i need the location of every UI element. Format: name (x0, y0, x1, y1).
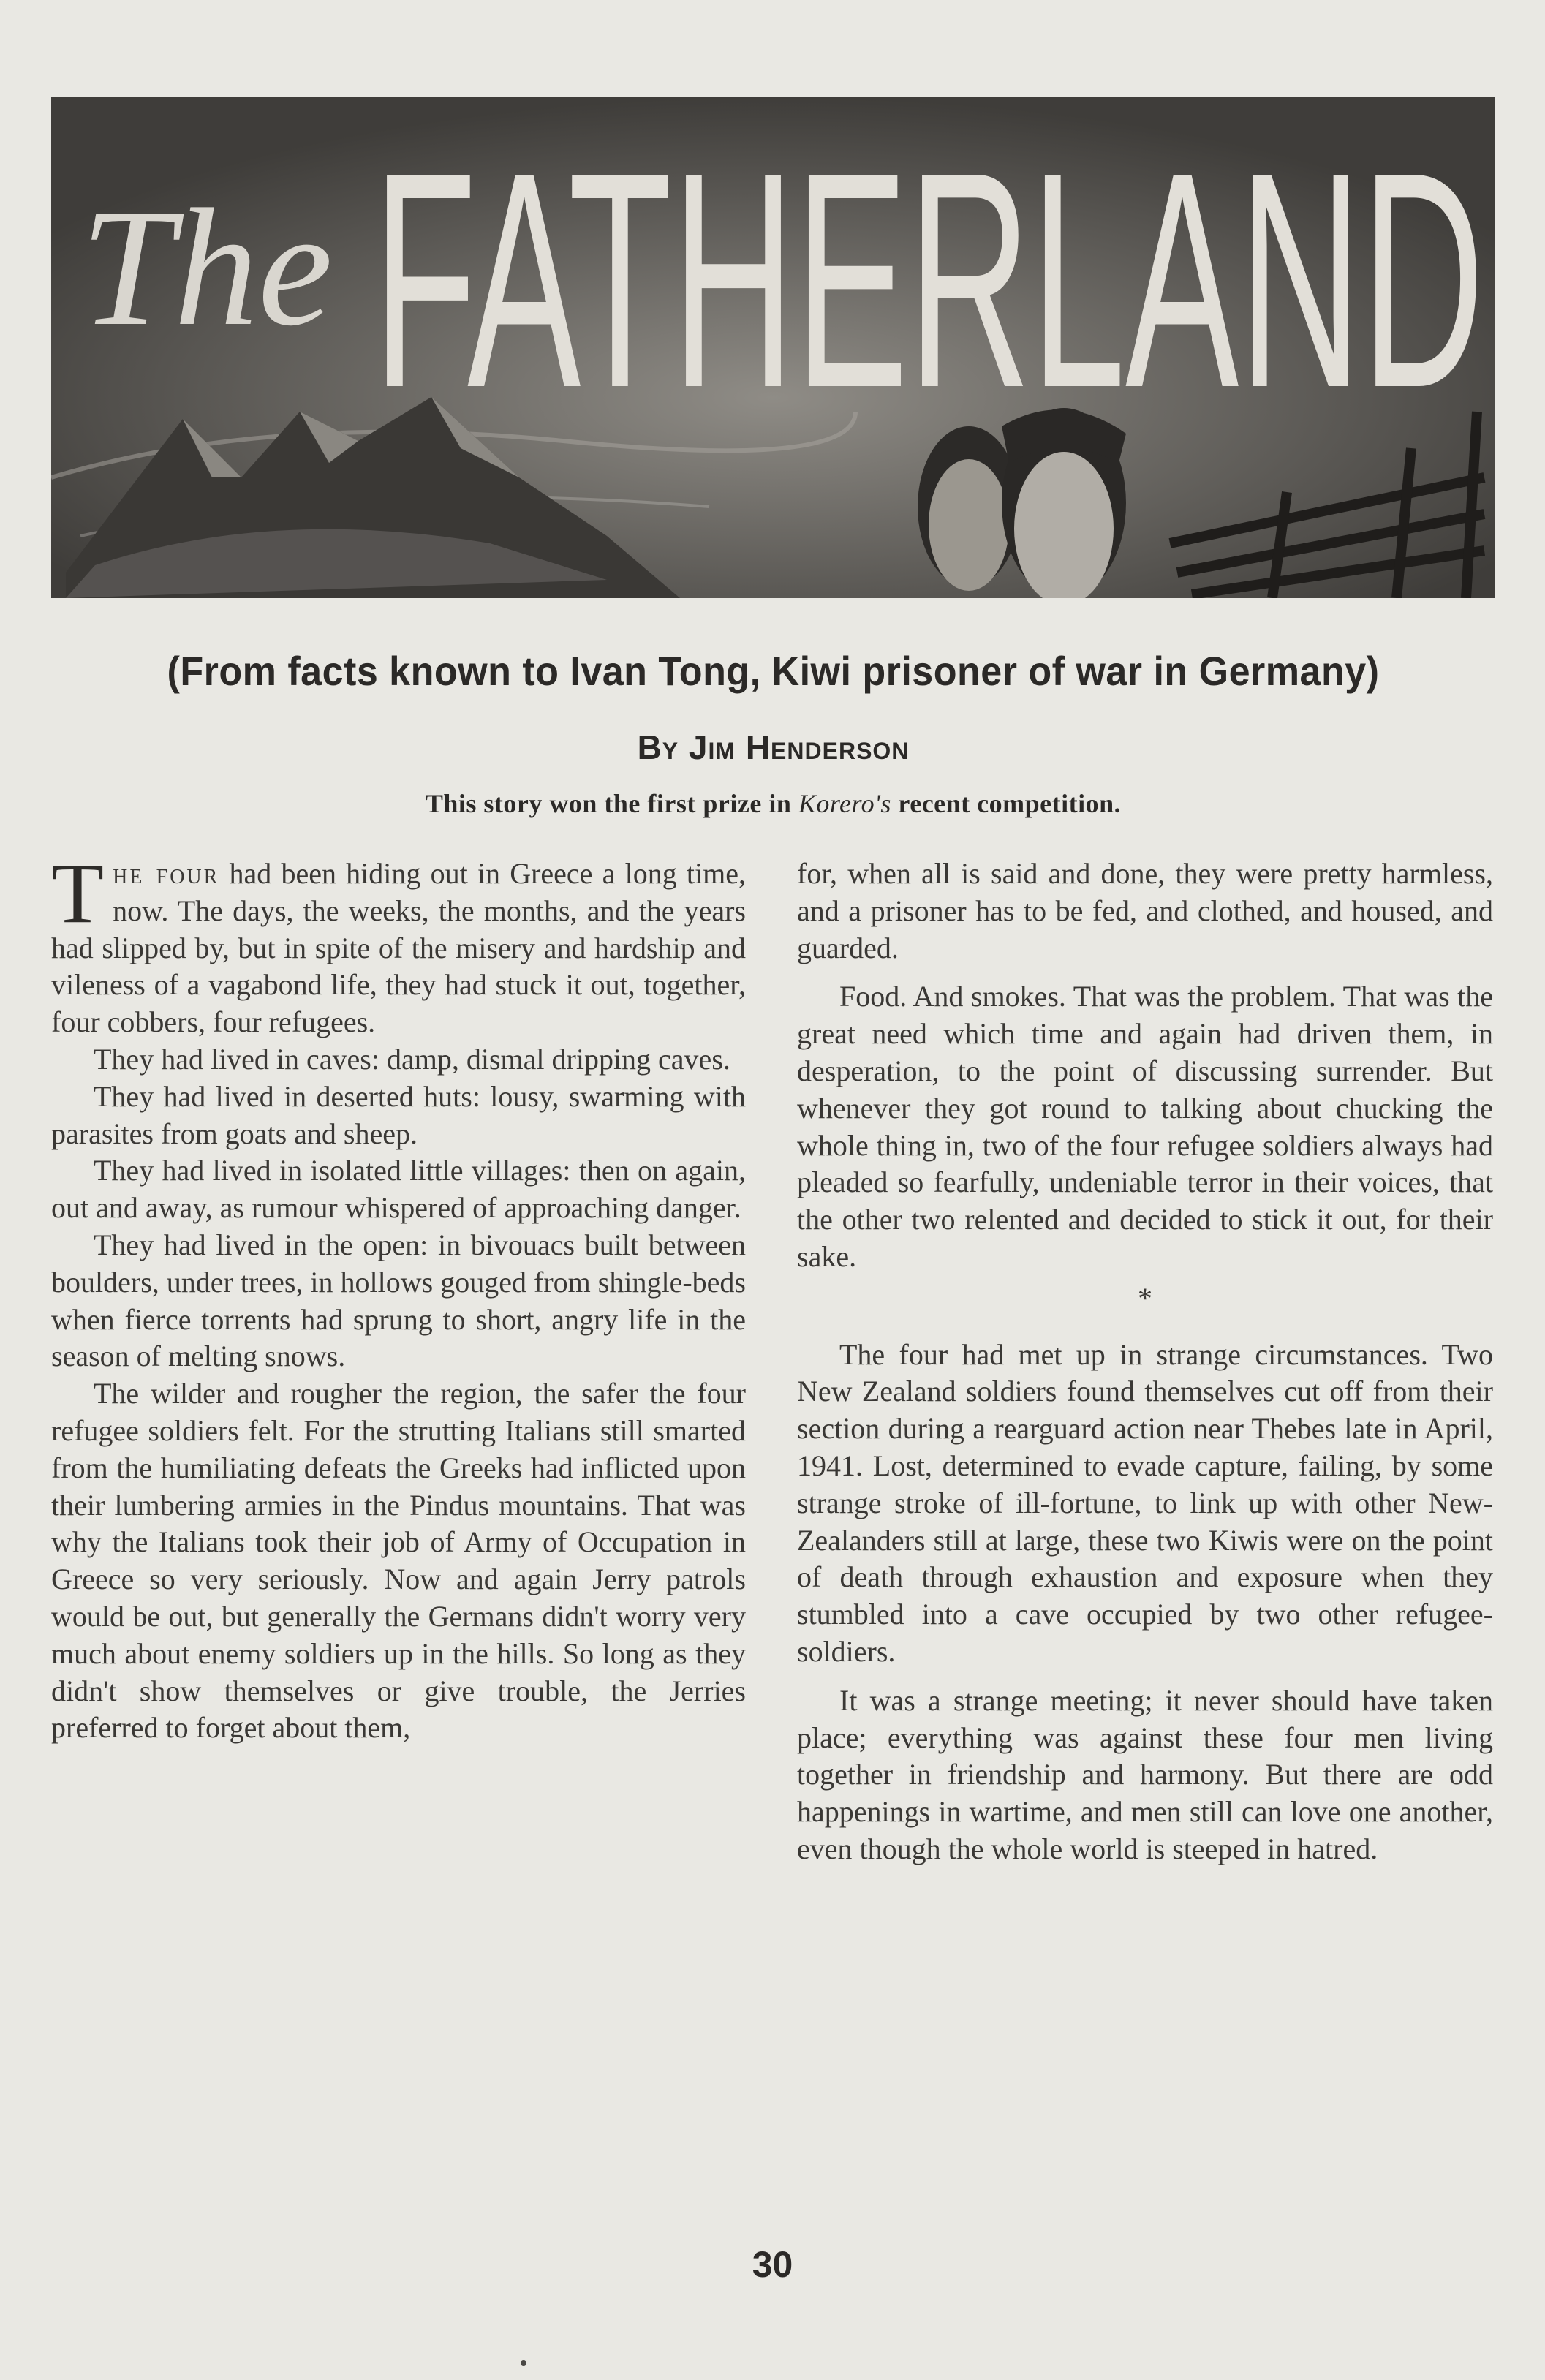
print-dot (521, 2360, 526, 2366)
left-paragraph-1-text: had been hiding out in Greece a long time, now. The days, the weeks, the months, and the years had slipped by, but in spite of the misery and hardship and vileness of a vagabond life, they had stuck it out, together, four cobbers, four refugees. (51, 857, 746, 1039)
left-paragraph-4: They had lived in isolated little villages: then on again, out and away, as rumour whispered of approaching danger. (51, 1154, 746, 1225)
left-column (51, 845, 746, 1747)
dropcap: T (51, 845, 105, 941)
left-paragraph-3: They had lived in deserted huts: lousy, swarming with parasites from goats and sheep. (51, 1079, 746, 1150)
page-number: 30 (752, 2244, 793, 2285)
byline-text: By Jim Henderson (637, 728, 910, 766)
banner-title-text: FATHERLAND (373, 109, 1484, 452)
banner-the-text: The (80, 174, 333, 360)
prize-note-publication: Korero's (798, 789, 891, 818)
right-paragraph-4: It was a strange meeting; it never should have taken place; everything was against these four men living together in friendship and harmony. But there are odd happenings in wartime, and men still can love one another, even though the whole world is steeped in hatred. (797, 1683, 1493, 1865)
left-paragraph-2: They had lived in caves: damp, dismal dripping caves. (94, 1042, 730, 1076)
title-banner (51, 97, 1495, 598)
right-paragraph-3: The four had met up in strange circumstances. Two New Zealand soldiers found themselves cut off from their section during a rearguard action near Thebes late in April, 1941. Lost, determined to evade capture, failing, by some strange stroke of ill-fortune, to link up with other New-Zealanders still at large, these two Kiwis were on the point of death through exhaustion and exposure when they stumbled into a cave occupied by two other refugee-soldiers. (797, 1337, 1493, 1668)
prize-note-post: recent competition. (891, 789, 1122, 818)
right-paragraph-2: Food. And smokes. That was the problem. That was the great need which time and again had driven them, in desperation, to the point of discussing surrender. But whenever they got round to talking about chucking the whole thing in, two of the four refugee soldiers always had pleaded so fearfully, undeniable terror in their voices, that the other two relented and decided to stick it out, for their sake. (797, 980, 1493, 1273)
left-paragraph-5: They had lived in the open: in bivouacs built between boulders, under trees, in hollows gouged from shingle-beds when fierce torrents had sprung to short, angry life in the season of melting snows. (51, 1228, 746, 1373)
banner-illustration (51, 97, 1495, 598)
left-paragraph-1 (51, 845, 746, 1041)
right-paragraph-1: for, when all is said and done, they were pretty harmless, and a prisoner has to be fed, and clothed, and housed, and guarded. (797, 857, 1493, 964)
prize-note (51, 788, 1495, 819)
left-paragraph-6: The wilder and rougher the region, the safer the four refugee soldiers felt. For the strutting Italians still smarted from the humiliating defeats the Greeks had inflicted upon their lumbering armies in the Pindus mountains. That was why the Italians took their job of Army of Occupation in Greece so very seriously. Now and again Jerry patrols would be out, but generally the Germans didn't worry very much about enemy soldiers up in the hills. So long as they didn't show themselves or give trouble, the Jerries preferred to forget about them, (51, 1377, 746, 1745)
prize-note-pre: This story won the first prize in (425, 789, 798, 818)
right-column (797, 855, 1493, 1868)
subtitle: (From facts known to Ivan Tong, Kiwi prisoner of war in Germany) (167, 648, 1380, 694)
byline (51, 728, 1495, 767)
section-separator: * (1138, 1281, 1152, 1315)
opening-smallcaps: he four (113, 857, 220, 890)
